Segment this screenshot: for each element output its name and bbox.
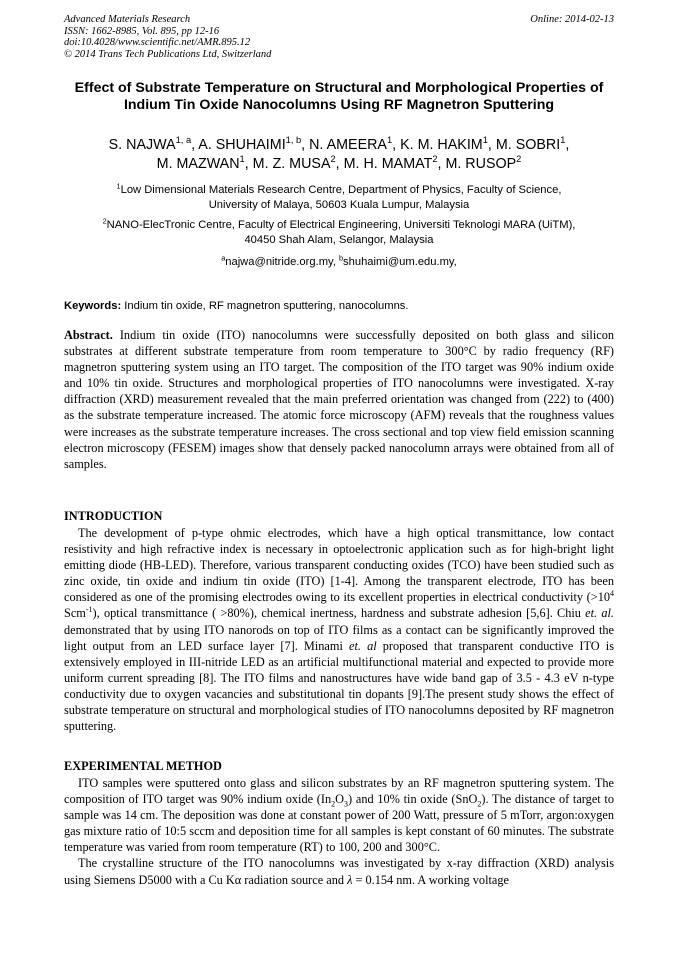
author-list: S. NAJWA$^{1, a}$, A. SHUHAIMI$^{1, b}$, N. AMEERA$^1$, K. M. HAKIM$^1$, M. SOBRI$^1$, M. MAZWAN$^1$, M. Z. MUSA$^2$, M. H. MAMAT$^2$, M. RUSOP$^2$ bbox=[108, 135, 570, 172]
keywords-text: Indium tin oxide, RF magnetron sputtering, nanocolumns. bbox=[121, 300, 409, 312]
email-link[interactable]: najwa@nitride.org.my, bbox=[225, 256, 339, 268]
introduction-body bbox=[64, 525, 614, 734]
journal-header bbox=[64, 14, 271, 60]
keywords-label: Keywords: bbox=[64, 300, 122, 312]
paragraph: The development of p-type ohmic electrodes, which have a high optical transmittance, low contact resistivity and high refractive index is necessary in optoelectronic application such as for high-bright light emitting diode (HB-LED). Therefore, various transparent conducting oxides (TCO) have been studied such as zinc oxide, tin oxide and indium tin oxide (ITO) [1-4]. Among the transparent electrode, ITO has been considered as one of the promising electrodes owing to its excellent properties in electrical conductivity ($>10^4$ Scm$^{-1}$), optical transmittance ( >80%), chemical inertness, hardness and substrate adhesion [5,6]. Chiu et. al. demonstrated that by using ITO nanorods on top of ITO films as a contact can be significantly improved the light output from an LED surface layer [7]. Minami et. al proposed that transparent conductive ITO is extensively employed in III-nitride LED as an artificial multifunctional material and expected to provide more uniform current spreading [8]. The ITO films and nanostructures have wide band gap of 3.5 - 4.3 eV n-type conductivity due to oxygen vacancies and substitutional tin dopants [9].The present study shows the effect of substrate temperature on structural and morphological studies of ITO nanocolumns deposited by RF magnetron sputtering. bbox=[64, 526, 615, 734]
paragraph: The crystalline structure of the ITO nanocolumns was investigated by x-ray diffraction (XRD) analysis using Siemens D5000 with a Cu Kα radiation source and λ = 0.154 nm. A working voltage bbox=[64, 856, 614, 887]
section-heading-experimental: EXPERIMENTAL METHOD bbox=[64, 759, 222, 773]
author: M. SOBRI$^1$ bbox=[495, 135, 566, 153]
doi-line: doi:10.4028/www.scientific.net/AMR.895.12 bbox=[64, 37, 251, 48]
author: M. H. MAMAT$^2$ bbox=[343, 153, 438, 172]
affiliation-1: $^1$Low Dimensional Materials Research Centre, Department of Physics, Faculty of Science, University of Malaya, 50603 Kuala Lumpur, Malaysia bbox=[116, 181, 562, 211]
author: K. M. HAKIM$^1$ bbox=[400, 135, 488, 153]
journal-name: Advanced Materials Research bbox=[64, 14, 191, 25]
author: M. Z. MUSA$^2$ bbox=[252, 153, 336, 172]
author-emails: $^a$najwa@nitride.org.my, $^b$shuhaimi@um.edu.my, bbox=[221, 253, 457, 268]
author: S. NAJWA$^{1, a}$ bbox=[108, 135, 192, 153]
paper-title: Effect of Substrate Temperature on Structural and Morphological Properties of Indium Tin Oxide Nanocolumns Using RF Magnetron Sputtering bbox=[74, 80, 604, 113]
keywords bbox=[64, 299, 614, 313]
author: A. SHUHAIMI$^{1, b}$ bbox=[198, 135, 302, 153]
online-date: Online: 2014-02-13 bbox=[530, 14, 614, 25]
abstract bbox=[64, 327, 614, 472]
abstract-label: Abstract. bbox=[64, 328, 113, 342]
affiliation-2: $^2$NANO-ElecTronic Centre, Faculty of Electrical Engineering, Universiti Teknologi MARA (UiTM), 40450 Shah Alam, Selangor, Malaysia bbox=[102, 216, 576, 246]
issn-line: ISSN: 1662-8985, Vol. 895, pp 12-16 bbox=[64, 25, 220, 37]
paragraph: ITO samples were sputtered onto glass and silicon substrates by an RF magnetron sputtering system. The composition of ITO target was 90% indium oxide $(In_2O_3)$ and 10% tin oxide (SnO$_2$). The distance of target to sample was 14 cm. The deposition was done at constant power of 200 Watt, pressure of 5 mTorr, argon:oxygen gas mixture ratio of 10:5 sccm and deposition time for all samples is kept constant of 60 minutes. The substrate temperature was varied from room temperature (RT) to 100, 200 and 300°C. bbox=[64, 776, 614, 855]
copyright-line: © 2014 Trans Tech Publications Ltd, Switzerland bbox=[64, 48, 272, 60]
author: M. MAZWAN$^1$ bbox=[156, 153, 245, 172]
author: M. RUSOP$^2$ bbox=[445, 153, 522, 172]
section-heading-introduction: INTRODUCTION bbox=[64, 509, 163, 523]
author: N. AMEERA$^1$ bbox=[309, 135, 393, 153]
experimental-body bbox=[64, 775, 614, 888]
abstract-text: Indium tin oxide (ITO) nanocolumns were successfully deposited on both glass and silicon substrates at different substrate temperature from room temperature to 300°C by radio frequency (RF) magnetron sputtering system using an ITO target. The composition of the ITO target was 90% indium oxide and 10% tin oxide. Structures and morphological properties of ITO nanocolumns were investigated. X-ray diffraction (XRD) measurement revealed that the main preferred orientation was changed from (222) to (400) as the substrate temperature increased. The atomic force microscopy (AFM) reveals that the roughness values were increases as the substrate temperature increases. The cross sectional and top view field emission scanning electron microscopy (FESEM) images show that densely packed nanocolumn arrays were obtained from all of samples. bbox=[64, 328, 614, 471]
email-link[interactable]: shuhaimi@um.edu.my, bbox=[343, 256, 457, 268]
